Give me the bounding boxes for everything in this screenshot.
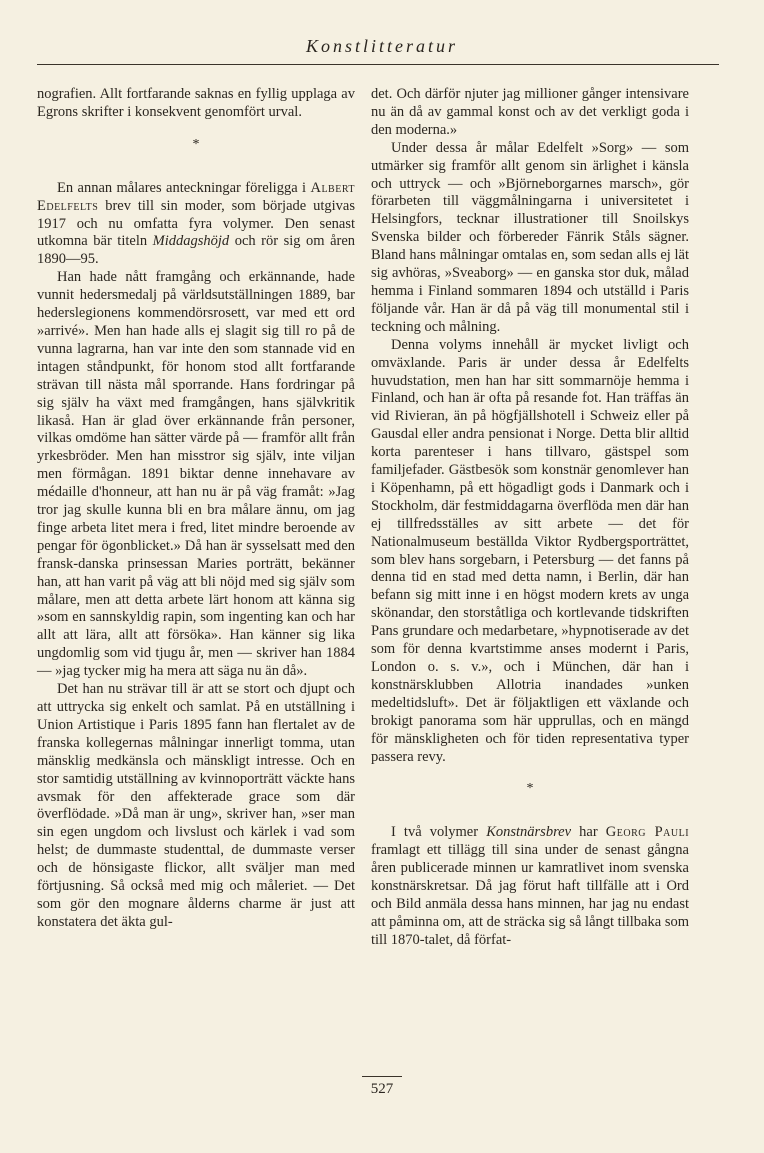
section-separator: * bbox=[526, 781, 534, 797]
book-title: Konstnärsbrev bbox=[486, 824, 572, 841]
text: framlagt ett tillägg till sina under de senast gångna åren publicerade minnen ur kamratlivet inom svenska konstnärskretsar. Då jag förut haft tillfälle att i Ord och Bild anmäla dessa hans minnen, har jag nu endast att påminna om, att de sträcka sig så långt tillbaka som till 1870-talet, då förfat- bbox=[371, 842, 689, 948]
paragraph bbox=[371, 824, 689, 949]
book-title: Middagshöjd bbox=[152, 233, 230, 250]
author-name: Albert Edelfelts bbox=[37, 179, 356, 214]
page-number: 527 bbox=[370, 1081, 394, 1097]
paragraph bbox=[37, 180, 355, 270]
paragraph: Under dessa år målar Edelfelt »Sorg» — som utmärker sig framför allt genom sin ärlighet i känsla och uttryck — och »Björneborgarnes marsch», gör förarbeten till väggmålningarna i universitetet i Helsingfors, tecknar illustrationer till Snoilskys Svenska bilder och förbereder Fänrik Ståls sägner. Bland hans målningar omtalas en, som sedan alls ej lät sig avhöras, »Sveaborg» — en ganska stor duk, målad hemma i Finland sommaren 1894 och utställd i Paris följande vår. Han är då på väg till monumental stil i teckning och målning. bbox=[371, 139, 689, 335]
paragraph: nografien. Allt fortfarande saknas en fyllig upplaga av Egrons skrifter i konsekvent genomfört urval. bbox=[37, 86, 355, 120]
paragraph: Denna volyms innehåll är mycket livligt och omväxlande. Paris är under dessa år Edelfelts huvudstation, men han har sitt sommarnöje hemma i Finland, och han är ofta på resande fot. Han träffas än vid Rivieran, än på högfjällshotell i Schweiz eller på Gausdal eller andra pensionat i Norge. Detta blir alltid korta parenteser i hans tillvaro, gästspel som familjefader. Gästbesök som konstnär genomlever han i Köpenhamn, på ett högadligt gods i Danmark och i Stockholm, där festmiddagarna överflöda men där han ej tillfredsställes av sitt arbete — det för Nationalmuseum beställda Viktor Rydbergsporträttet, som blev hans sorgebarn, i Petersburg — det fanns på denna tid en stad med detta namn, i Berlin, där han befann sig mitt inne i en högst modern krets av unga skönandar, den storståtliga och kortlevande tidskriften Pans grundare och medarbetare, »hypnotiserade av det som för denna kvartstimme anses modernt i Paris, London o. s. v.», och i München, där han i konstnärsklubben Allotria inandades »unken medeltidsluft». Det är följaktligen ett växlande och brokigt panorama som här upprullas, och en mängd för mänskligheten och för tiden representativa typer passera revy. bbox=[371, 336, 689, 765]
paragraph: det. Och därför njuter jag millioner gånger intensivare nu än då av gammal konst och av det verkligt goda i den moderna.» bbox=[371, 86, 689, 138]
text: En annan målares anteckningar föreligga i bbox=[57, 179, 307, 196]
running-header: Konstlitteratur bbox=[305, 36, 458, 56]
right-column bbox=[371, 86, 689, 950]
author-name: Georg Pauli bbox=[605, 824, 690, 841]
section-separator: * bbox=[192, 136, 200, 152]
paragraph: Han hade nått framgång och erkännande, hade vunnit hedersmedalj på världsutställningen 1889, bar hederslegionens kommendörsrosett, var med ett ord »arrivé». Men han hade alls ej slagit sig till ro på de vunna lagrarna, han var inte den som stannade vid en intagen ståndpunkt, för honom stod allt fortfarande strävan till nästa mål sporrande. Hans fordringar på sig själv ha växt med framgången, hans självkritik likaså. Han är glad över erkännande från personer, vilkas omdöme han sätter värde på — framför allt från yrkesbröder. Men han misstror sig själv, inte viljan men förmågan. 1891 biktar denne innehavare av médaille d'honneur, att han nu är på väg framåt: »Jag tror jag skulle kunna bli en bra målare ännu, om jag finge arbeta litet mera i fred, litet mindre beroende av pengar för ögonblicket.» Då han är sysselsatt med den fransk-danska prinsessan Maries porträtt, bekänner han, att han varit på väg att bli nöjd med sig själv som målare, men att detta arbete lärt honom att känna sig »som en sannskyldig rapin, som ingenting kan och har allt att lära, allt att försöka». Han känner sig lika ungdomlig som vid tjugu år, men — skriver han 1884 — »jag tycker mig ha mera att säga nu än då». bbox=[37, 269, 355, 680]
text: och rör sig om åren 1890—95. bbox=[37, 233, 356, 268]
paragraph: Det han nu strävar till är att se stort och djupt och att uttrycka sig enkelt och samlat. På en utställning i Union Artistique i Paris 1895 fann han flertalet av de franska kollegernas målningar innerligt tomma, utan mänsklig medkänsla och mänskligt intresse. Och en stor samtidig utställning av kvinnoporträtt väckte hans avsmak för den affekterade grace som där överflödade. »Då man är ung», skriver han, »ser man sin egen ungdom och livslust och kärlek i vad som helst; de dummaste studenttal, de dummaste verser och de hönsigaste flickor, allt sväljer man med förtjusning. Så också med mig och måleriet. — Det som gör den mognare ålderns charme är just att konstatera det äkta gul- bbox=[37, 681, 355, 930]
page-number-rule bbox=[362, 1076, 402, 1077]
text: I två volymer bbox=[391, 824, 479, 841]
text: har bbox=[579, 824, 598, 841]
text: brev till sin moder, som började utgivas 1917 och nu omfatta fyra volymer. Den senast utkomna bär titeln bbox=[37, 197, 355, 250]
header-rule bbox=[37, 64, 719, 65]
left-column bbox=[37, 86, 355, 932]
